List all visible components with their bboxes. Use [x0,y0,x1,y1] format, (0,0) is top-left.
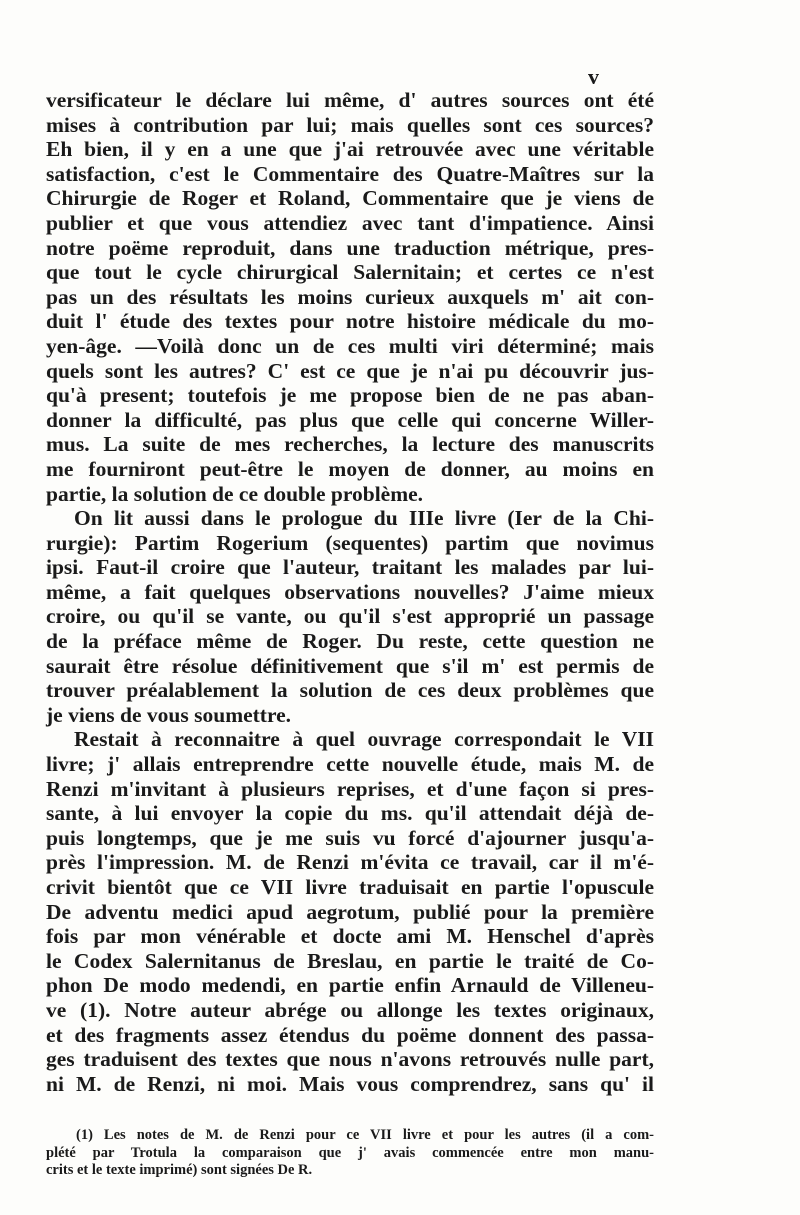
body-text [46,88,654,1096]
text-line: Renzi m'invitant à plusieurs reprises, et d'une façon si pres- [46,776,654,801]
text-line: rurgie): Partim Rogerium (sequentes) partim que novimus [46,530,654,555]
text-line: près l'impression. M. de Renzi m'évita ce travail, car il m'é- [46,850,654,875]
text-line: Restait à reconnaitre à quel ouvrage correspondait le VII [74,727,654,752]
footnote-line: (1) Les notes de M. de Renzi pour ce VII livre et pour les autres (il a com- [76,1127,654,1143]
text-line: mises à contribution par lui; mais quelles sont ces sources? [46,112,654,137]
text-line: quels sont les autres? C' est ce que je n'ai pu découvrir jus- [46,358,654,383]
paragraph-2 [46,506,654,727]
text-line: ipsi. Faut-il croire que l'auteur, traitant les malades par lui- [46,555,654,580]
text-line: satisfaction, c'est le Commentaire des Quatre-Maîtres sur la [46,161,654,186]
text-line: sante, à lui envoyer la copie du ms. qu'il attendait déjà de- [46,801,654,826]
text-line: ve (1). Notre auteur abrége ou allonge les textes originaux, [46,997,654,1022]
text-line: pas un des résultats les moins curieux auxquels m' ait con- [46,284,654,309]
text-line: trouver préalablement la solution de ces deux problèmes que [46,678,654,703]
text-line: De adventu medici apud aegrotum, publié pour la première [46,899,654,924]
text-line: et des fragments assez étendus du poëme donnent des passa- [46,1022,654,1047]
page-number: v [588,64,600,89]
text-line: notre poëme reproduit, dans une traduction métrique, pres- [46,235,654,260]
text-line: phon De modo medendi, en partie enfin Arnauld de Villeneu- [46,973,654,998]
text-line: ges traduisent des textes que nous n'avons retrouvés nulle part, [46,1047,654,1072]
text-line: Eh bien, il y en a une que j'ai retrouvée avec une véritable [46,137,654,162]
footnote-line: crits et le texte imprimé) sont signées De R. [46,1162,313,1178]
text-line: crivit bientôt que ce VII livre traduisait en partie l'opuscule [46,875,654,899]
text-line: je viens de vous soumettre. [46,702,292,727]
text-line: croire, ou qu'il se vante, ou qu'il s'est approprié un passage [46,604,654,629]
text-line: livre; j' allais entreprendre cette nouvelle étude, mais M. de [46,752,654,777]
text-line: de la préface même de Roger. Du reste, cette question ne [46,629,654,654]
text-line: saurait être résolue définitivement que s'il m' est permis de [46,653,654,678]
text-line: qu'à present; toutefois je me propose bien de ne pas aban- [46,383,654,408]
paragraph-3 [46,727,654,1096]
text-line: partie, la solution de ce double problème. [46,481,424,506]
text-line: ni M. de Renzi, ni moi. Mais vous comprendrez, sans qu' il [46,1071,654,1096]
text-line: publier et que vous attendiez avec tant d'impatience. Ainsi [46,210,654,235]
text-line: mus. La suite de mes recherches, la lecture des manuscrits [46,432,654,457]
text-line: que tout le cycle chirurgical Salernitain; et certes ce n'est [46,260,654,285]
text-line: fois par mon vénérable et docte ami M. Henschel d'après [46,924,654,949]
text-line: puis longtemps, que je me suis vu forcé d'ajourner jusqu'a- [46,825,654,850]
text-line: duit l' étude des textes pour notre histoire médicale du mo- [46,309,654,334]
text-line: me fourniront peut-être le moyen de donner, au moins en [46,456,654,481]
footnote-line: plété par Trotula la comparaison que j' avais commencée entre mon manu- [46,1144,654,1161]
text-line: Chirurgie de Roger et Roland, Commentaire que je viens de [46,186,654,211]
text-line: donner la difficulté, pas plus que celle qui concerne Willer- [46,407,654,432]
text-line: yen-âge. —Voilà donc un de ces multi viri déterminé; mais [46,333,654,358]
footnote [46,1127,654,1180]
text-line: le Codex Salernitanus de Breslau, en partie le traité de Co- [46,948,654,973]
text-line: même, a fait quelques observations nouvelles? J'aime mieux [46,579,654,604]
text-line: On lit aussi dans le prologue du IIIe livre (Ier de la Chi- [74,506,654,531]
paragraph-1 [46,88,654,506]
text-line: versificateur le déclare lui même, d' autres sources ont été [46,88,654,112]
